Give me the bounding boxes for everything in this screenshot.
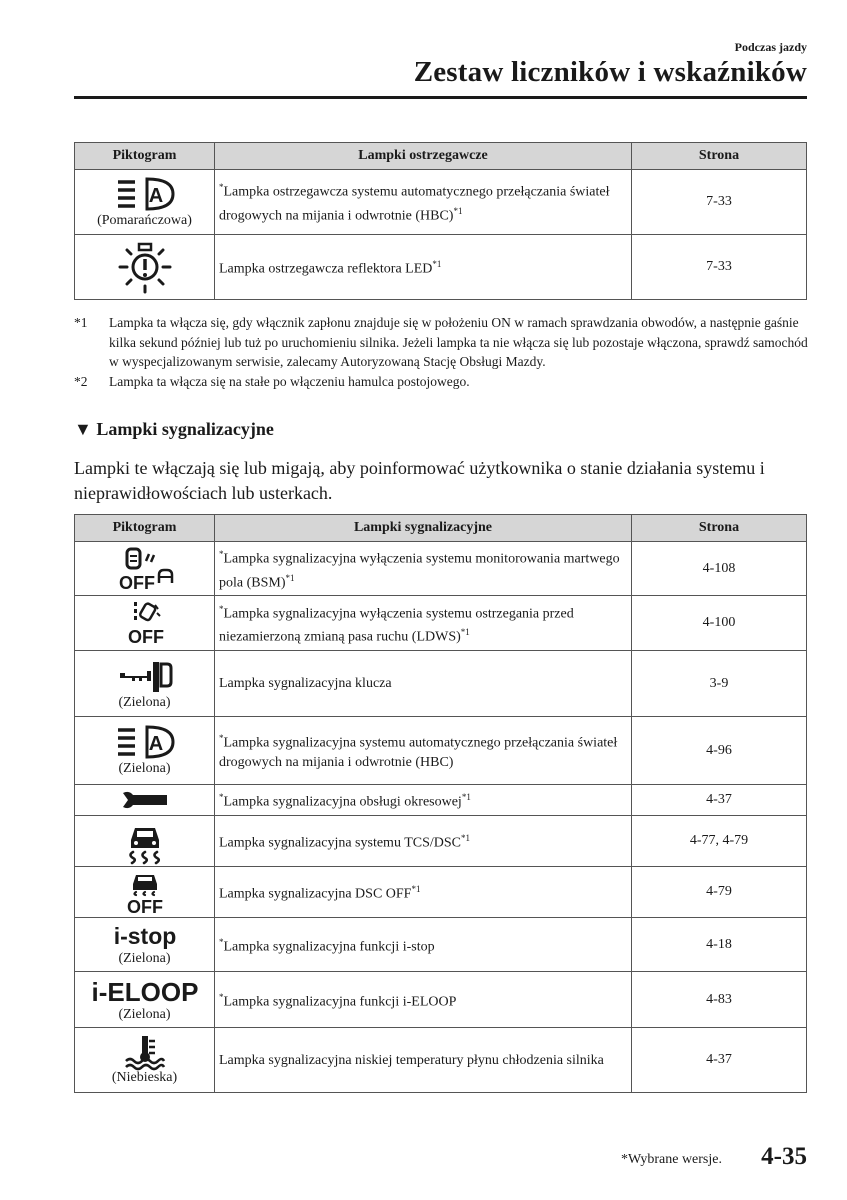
column-header-page: Strona <box>632 515 807 542</box>
table-row <box>75 235 807 300</box>
color-note: (Zielona) <box>118 761 171 777</box>
description-text: Lampka sygnalizacyjna wyłączenia systemu ostrzegania przed niezamierzoną zmianą pasa ruchu (LDWS) <box>219 606 574 645</box>
table-row <box>75 867 807 918</box>
footnote-text: Lampka ta włącza się, gdy włącznik zapłonu znajduje się w położeniu ON w ramach sprawdzania obwodów, a następnie gaśnie kilka sekund później lub tuż po uruchomieniu silnika. Jeżeli lampka ta nie włącza się lub pozostaje włączona, sprawdź samochód w wyspecjalizowanym serwisie, zalecamy Autoryzowaną Stację Obsługi Mazdy. <box>109 315 808 369</box>
footnote <box>74 313 809 372</box>
description-cell <box>215 235 632 300</box>
description-text: Lampka sygnalizacyjna obsługi okresowej <box>223 795 462 811</box>
description-text: Lampka sygnalizacyjna funkcji i-stop <box>223 939 435 955</box>
column-header-pictogram: Piktogram <box>75 143 215 170</box>
table-header-row <box>75 515 807 542</box>
optional-star: * <box>219 792 224 803</box>
table-row <box>75 1028 807 1093</box>
table-header-row <box>75 143 807 170</box>
color-note: (Niebieska) <box>111 1069 178 1085</box>
table-row <box>75 596 807 651</box>
intro-paragraph: Lampki te włączają się lub migają, aby poinformować użytkownika o stanie działania systemu i nieprawidłowościach lub usterkach. <box>74 458 765 503</box>
i-eloop-label: i-ELOOP <box>91 977 198 1008</box>
description-text: Lampka sygnalizacyjna wyłączenia systemu monitorowania martwego pola (BSM) <box>219 551 620 591</box>
pictogram-cell <box>75 1028 215 1093</box>
title-rule <box>74 96 807 99</box>
icon-off-label: OFF <box>126 897 163 918</box>
footnote-mark: *1 <box>74 315 88 330</box>
auto-high-beam-icon <box>113 176 177 212</box>
pictogram-cell <box>75 717 215 785</box>
section-heading: ▼ Lampki sygnalizacyjne <box>74 419 274 439</box>
page-cell: 4-37 <box>632 785 807 816</box>
color-note: (Zielona) <box>118 1007 171 1023</box>
pictogram-cell <box>75 816 215 867</box>
footnote-ref: *1 <box>461 792 471 803</box>
indicator-lights-table <box>74 514 807 1093</box>
pictogram-cell <box>75 235 215 300</box>
pictogram-cell <box>75 918 215 972</box>
pictogram-cell <box>75 867 215 918</box>
description-cell <box>215 867 632 918</box>
auto-high-beam-icon <box>113 724 177 760</box>
table-row <box>75 651 807 717</box>
pictogram-cell <box>75 170 215 235</box>
description-cell <box>215 651 632 717</box>
color-note: (Zielona) <box>118 951 171 967</box>
table-row <box>75 816 807 867</box>
description-cell <box>215 816 632 867</box>
footnote-ref: *1 <box>460 627 470 638</box>
description-text: Lampka sygnalizacyjna klucza <box>219 676 392 692</box>
description-cell <box>215 596 632 651</box>
icon-off-label: OFF <box>118 572 155 593</box>
table-row <box>75 542 807 596</box>
description-text: Lampka sygnalizacyjna systemu TCS/DSC <box>219 836 461 852</box>
led-headlight-warning-icon <box>117 239 173 295</box>
column-header-lights: Lampki sygnalizacyjne <box>215 515 632 542</box>
table-row <box>75 918 807 972</box>
page-cell: 4-108 <box>632 542 807 596</box>
footnote <box>74 372 809 392</box>
page-number: 4-35 <box>761 1143 807 1170</box>
footnote-mark: *2 <box>74 373 88 389</box>
i-stop-label: i-stop <box>113 923 176 950</box>
key-icon <box>117 656 173 694</box>
footnote-ref: *1 <box>411 884 421 895</box>
table-row <box>75 717 807 785</box>
optional-star: * <box>219 733 224 744</box>
column-header-pictogram: Piktogram <box>75 515 215 542</box>
color-note: (Pomarańczowa) <box>97 212 192 228</box>
pictogram-cell <box>75 972 215 1028</box>
page-cell: 4-37 <box>632 1028 807 1093</box>
description-cell <box>215 1028 632 1093</box>
optional-star: * <box>219 936 224 947</box>
footnote-text: Lampka ta włącza się na stałe po włączeniu hamulca postojowego. <box>109 373 470 389</box>
column-header-lights: Lampki ostrzegawcze <box>215 143 632 170</box>
page-title: Zestaw liczników i wskaźników <box>413 56 807 88</box>
description-text: Lampka sygnalizacyjna niskiej temperatury płynu chłodzenia silnika <box>219 1052 604 1068</box>
table-row <box>75 972 807 1028</box>
page-cell: 4-100 <box>632 596 807 651</box>
icon-off-label: OFF <box>127 627 164 648</box>
description-cell <box>215 785 632 816</box>
table-row <box>75 170 807 235</box>
ldws-off-icon <box>120 600 170 646</box>
color-note: (Zielona) <box>118 695 171 711</box>
description-text: Lampka sygnalizacyjna funkcji i-ELOOP <box>223 994 457 1010</box>
page-cell: 7-33 <box>632 235 807 300</box>
optional-star: * <box>219 991 224 1002</box>
page-cell: 4-18 <box>632 918 807 972</box>
i-eloop-icon <box>91 976 198 1008</box>
footnote-ref: *1 <box>461 833 470 844</box>
footnote-ref: *1 <box>432 259 442 270</box>
column-header-page: Strona <box>632 143 807 170</box>
page-cell: 3-9 <box>632 651 807 717</box>
page-cell: 7-33 <box>632 170 807 235</box>
pictogram-cell <box>75 785 215 816</box>
description-text: Lampka ostrzegawcza systemu automatycznego przełączania świateł drogowych na mijania i odwrotnie (HBC) <box>219 185 610 224</box>
pictogram-cell <box>75 596 215 651</box>
footnote-ref: *1 <box>453 206 463 216</box>
page-cell: 4-83 <box>632 972 807 1028</box>
optional-star: * <box>219 603 224 614</box>
page-cell: 4-79 <box>632 867 807 918</box>
description-text: Lampka sygnalizacyjna systemu automatycznego przełączania świateł drogowych na mijania i odwrotnie (HBC) <box>219 736 618 771</box>
description-text: Lampka sygnalizacyjna DSC OFF <box>219 887 412 903</box>
footnotes <box>74 313 809 391</box>
description-cell <box>215 972 632 1028</box>
tcs-dsc-icon <box>123 818 167 864</box>
page-cell: 4-77, 4-79 <box>632 816 807 867</box>
icon-letter: A <box>148 184 163 207</box>
description-cell <box>215 542 632 596</box>
description-cell <box>215 170 632 235</box>
footnote-ref: *1 <box>285 572 295 583</box>
footer-note: *Wybrane wersje. <box>620 1152 722 1167</box>
description-cell <box>215 717 632 785</box>
description-cell <box>215 918 632 972</box>
pictogram-cell <box>75 542 215 596</box>
pictogram-cell <box>75 651 215 717</box>
description-text: Lampka ostrzegawcza reflektora LED <box>219 261 433 277</box>
optional-star: * <box>219 182 224 193</box>
bsm-off-icon <box>115 547 175 591</box>
table-row <box>75 785 807 816</box>
section-label: Podczas jazdy <box>734 40 807 54</box>
icon-letter: A <box>148 733 163 756</box>
optional-star: * <box>219 549 224 559</box>
low-coolant-temp-icon <box>121 1035 169 1069</box>
wrench-icon <box>121 789 169 811</box>
dsc-off-icon <box>123 869 167 918</box>
warning-lights-table <box>74 142 807 300</box>
page-cell: 4-96 <box>632 717 807 785</box>
i-stop-icon <box>115 922 175 950</box>
